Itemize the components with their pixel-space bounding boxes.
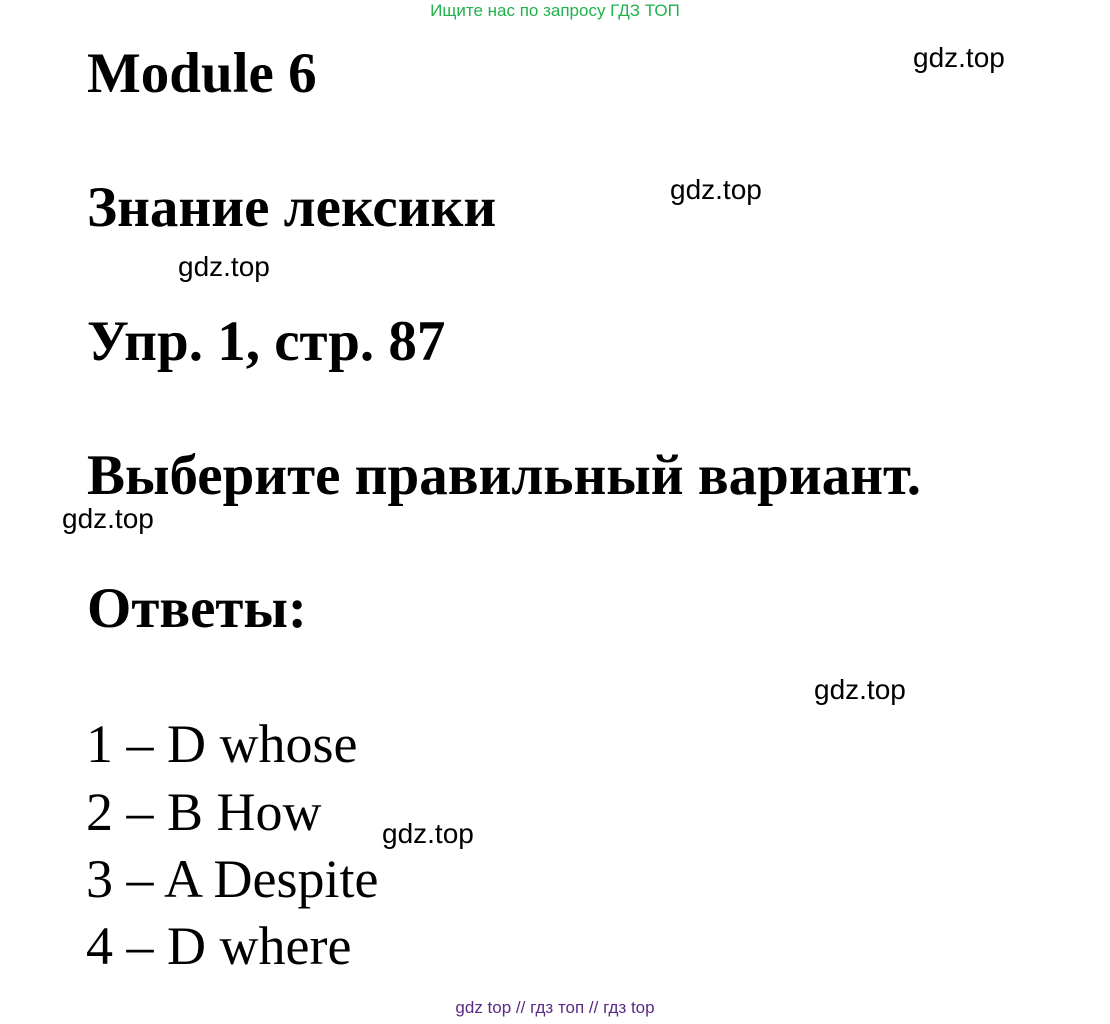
watermark: gdz.top [178,251,270,282]
watermark: gdz.top [670,174,762,205]
answer-item: 4 – D where [86,916,352,976]
exercise-title: Упр. 1, стр. 87 [87,310,446,373]
section-title: Знание лексики [87,176,497,239]
watermark: gdz.top [913,42,1005,73]
answer-item: 3 – A Despite [86,849,379,909]
top-banner: Ищите нас по запросу ГДЗ ТОП [430,1,680,20]
task-instruction: Выберите правильный вариант. [87,444,922,507]
footer-text: gdz top // гдз топ // гдз top [455,998,655,1017]
answer-item: 1 – D whose [86,714,358,774]
module-title: Module 6 [87,42,317,105]
answer-item: 2 – B How [86,782,322,842]
watermark: gdz.top [814,674,906,705]
watermark: gdz.top [62,503,154,534]
watermark: gdz.top [382,818,474,849]
answers-title: Ответы: [87,577,307,640]
